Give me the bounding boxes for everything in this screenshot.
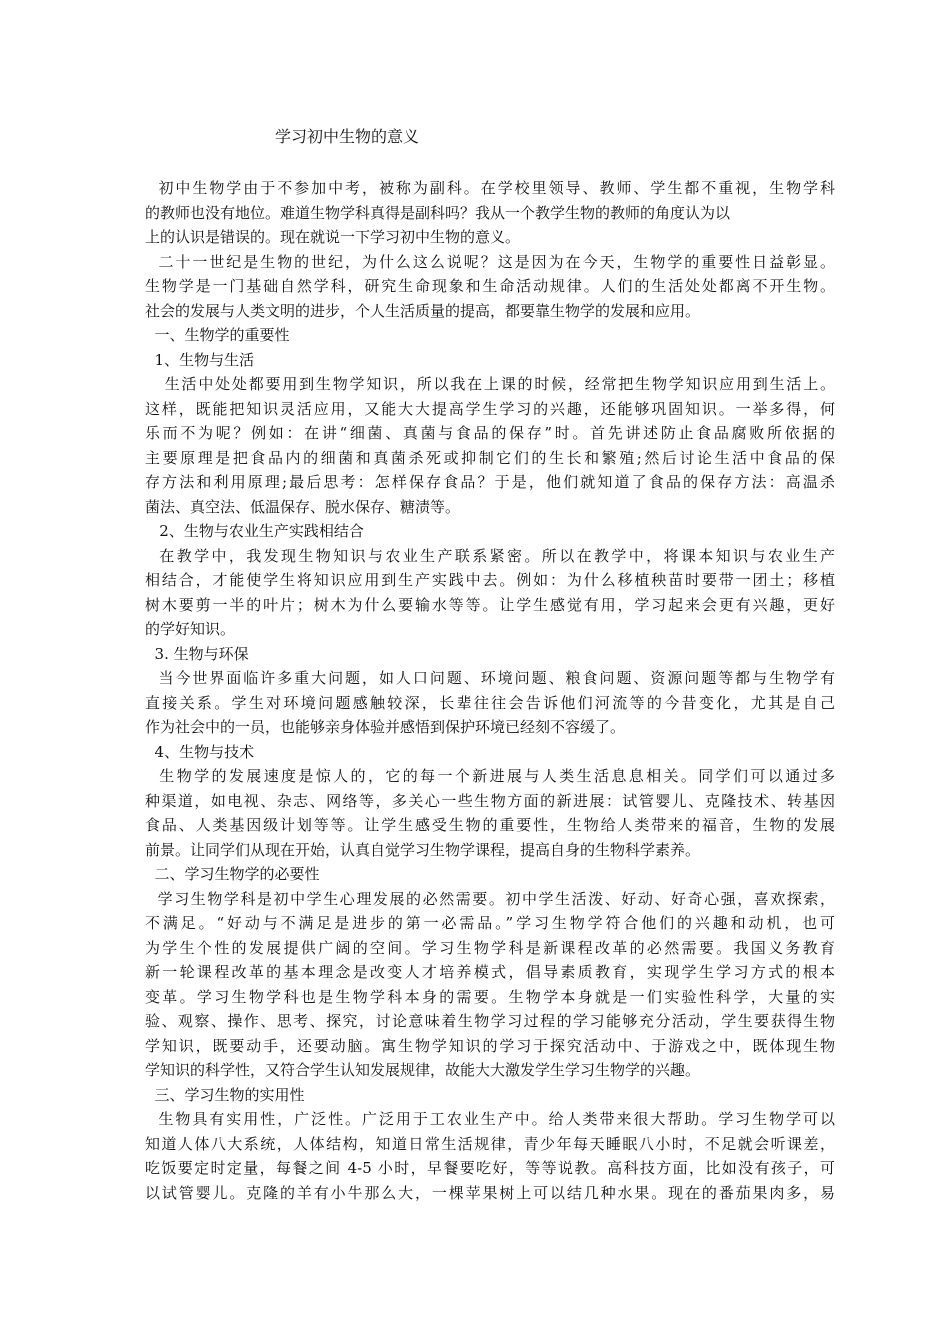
paragraph-line: 学习生物学科是初中学生心理发展的必然需要。初中学生活泼、好动、好奇心强，喜欢探索，	[145, 889, 835, 908]
paragraph-line: 在教学中，我发现生物知识与农业生产联系紧密。所以在教学中，将课本知识与农业生产	[145, 546, 835, 565]
paragraph-line: 初中生物学由于不参加中考，被称为副科。在学校里领导、教师、学生都不重视，生物学科	[145, 179, 835, 197]
paragraph-line: 相结合，才能使学生将知识应用到生产实践中去。例如：为什么移植秧苗时要带一团土；移植	[145, 571, 835, 589]
paragraph-line: 三、学习生物的实用性	[145, 1085, 305, 1104]
paragraph-line: 菌法、真空法、低温保存、脱水保存、糖渍等。	[145, 497, 461, 516]
paragraph-line: 以试管婴儿。克隆的羊有小牛那么大，一棵苹果树上可以结几种水果。现在的番茄果肉多，易	[145, 1183, 835, 1202]
paragraph-line: 上的认识是错误的。现在就说一下学习初中生物的意义。	[145, 228, 521, 246]
paragraph-line: 2、生物与农业生产实践相结合	[145, 522, 364, 540]
paragraph-line: 一、生物学的重要性	[145, 326, 290, 344]
paragraph-line: 1、生物与生活	[145, 350, 255, 369]
paragraph-line: 为学生个性的发展提供广阔的空间。学习生物学科是新课程改革的必然需要。我国义务教育	[145, 938, 835, 957]
paragraph-line: 新一轮课程改革的基本理念是改变人才培养模式，倡导素质教育，实现学生学习方式的根本	[145, 963, 835, 981]
paragraph-line: 学知识，既要动手，还要动脑。寓生物学知识的学习于探究活动中、于游戏之中，既体现生物	[145, 1036, 835, 1055]
paragraph-line: 的学好知识。	[145, 620, 236, 638]
paragraph-line: 主要原理是把食品内的细菌和真菌杀死或抑制它们的生长和繁殖;然后讨论生活中食品的保	[145, 448, 835, 467]
paragraph-line: 不满足。“好动与不满足是进步的第一必需品。”学习生物学符合他们的兴趣和动机，也可	[145, 914, 835, 932]
paragraph-line: 种渠道，如电视、杂志、网络等，多关心一些生物方面的新进展：试管婴儿、克隆技术、转基因	[145, 791, 835, 810]
paragraph-line: 生活中处处都要用到生物学知识，所以我在上课的时候，经常把生物学知识应用到生活上。	[145, 375, 835, 393]
paragraph-line: 4、生物与技术	[145, 742, 255, 761]
paragraph-line: 存方法和利用原理;最后思考：怎样保存食品？于是，他们就知道了食品的保存方法：高温杀	[145, 473, 835, 491]
document-body	[145, 176, 835, 1205]
paragraph-line: 二、学习生物学的必要性	[145, 865, 320, 883]
paragraph-line: 的教师也没有地位。难道生物学科真得是副科吗？我从一个教学生物的教师的角度认为以	[145, 203, 731, 222]
paragraph-line: 生物学的发展速度是惊人的，它的每一个新进展与人类生活息息相关。同学们可以通过多	[145, 767, 835, 785]
paragraph-line: 前景。让同学们从现在开始，认真自觉学习生物学课程，提高自身的生物科学素养。	[145, 840, 701, 859]
paragraph-line: 作为社会中的一员，也能够亲身体验并感悟到保护环境已经刻不容缓了。	[145, 718, 626, 736]
paragraph-line: 3. 生物与环保	[145, 644, 249, 663]
paragraph-line: 食品、人类基因级计划等等。让学生感受生物的重要性，生物给人类带来的福音，生物的发展	[145, 816, 835, 834]
paragraph-line: 二十一世纪是生物的世纪，为什么这么说呢？这是因为在今天，生物学的重要性日益彰显。	[145, 252, 835, 271]
paragraph-line: 当今世界面临许多重大问题，如人口问题、环境问题、粮食问题、资源问题等都与生物学有	[145, 669, 835, 687]
paragraph-line: 生物学是一门基础自然学科，研究生命现象和生命活动规律。人们的生活处处都离不开生物。	[145, 277, 835, 295]
document-title: 学习初中生物的意义	[275, 127, 420, 146]
paragraph-line: 吃饭要定时定量，每餐之间 4-5 小时，早餐要吃好，等等说教。高科技方面，比如没有孩子，可	[145, 1159, 835, 1177]
paragraph-line: 树木要剪一半的叶片；树木为什么要输水等等。让学生感觉有用，学习起来会更有兴趣，更好	[145, 595, 835, 614]
paragraph-line: 直接关系。学生对环境问题感触较深，长辈往往会告诉他们河流等的今昔变化，尤其是自己	[145, 693, 835, 712]
paragraph-line: 这样，既能把知识灵活应用，又能大大提高学生学习的兴趣，还能够巩固知识。一举多得，何	[145, 399, 835, 418]
paragraph-line: 乐而不为呢？例如：在讲“细菌、真菌与食品的保存”时。首先讲述防止食品腐败所依据的	[145, 424, 835, 442]
paragraph-line: 生物具有实用性，广泛性。广泛用于工农业生产中。给人类带来很大帮助。学习生物学可以	[145, 1110, 835, 1128]
paragraph-line: 社会的发展与人类文明的进步，个人生活质量的提高，都要靠生物学的发展和应用。	[145, 301, 701, 320]
paragraph-line: 知道人体八大系统，人体结构，知道日常生活规律，青少年每天睡眠八小时，不足就会听课差，	[145, 1134, 835, 1153]
paragraph-line: 变革。学习生物学科也是生物学科本身的需要。生物学本身就是一们实验性科学，大量的实	[145, 987, 835, 1006]
paragraph-line: 验、观察、操作、思考、探究，讨论意味着生物学习过程的学习能够充分活动，学生要获得生物	[145, 1012, 835, 1030]
paragraph-line: 学知识的科学性，又符合学生认知发展规律，故能大大激发学生学习生物学的兴趣。	[145, 1061, 701, 1079]
